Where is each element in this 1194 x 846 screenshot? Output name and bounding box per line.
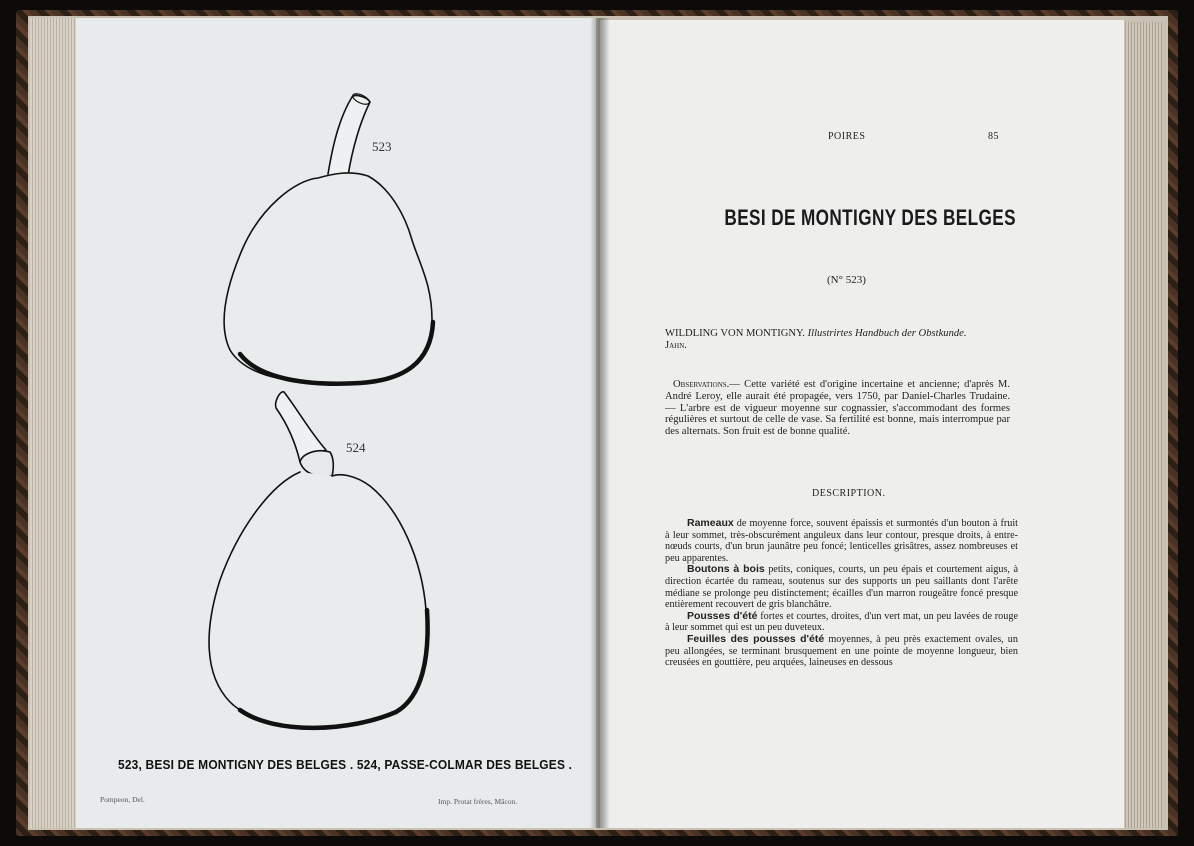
rameaux-text: de moyenne force, souvent épaissis et surmontés d'un bouton à fruit à leur sommet, très-obscurément anguleux dans leur contour, presque droits, à entre-nœuds courts, d'un brun jaunâtre peu foncé; lenticelles grisâtres, assez nombreuses et peu apparentes. (665, 518, 1018, 564)
printer-credit: Imp. Protat frères, Mâcon. (438, 797, 518, 806)
boutons-text: petits, coniques, courts, un peu épais et courtement aigus, à direction écartée du rameau, soutenus sur des supports un peu saillants dont l'arête médiane se prolonge peu distinctement; écailles d'un marron rougeâtre foncé presque entièrement recouvert de gris blanchâtre. (665, 564, 1018, 611)
synonym-name: WILDLING VON MONTIGNY. (665, 328, 805, 339)
pousses-text: fortes et courtes, droites, d'un vert mat, un peu lavées de rouge à leur sommet qui est un peu duveteux. (665, 610, 1018, 634)
running-head: POIRES (828, 131, 866, 142)
description-body (665, 518, 1018, 669)
boutons-paragraph (665, 564, 1018, 610)
book-gutter (590, 18, 610, 828)
variety-number-ref: (N° 523) (827, 274, 866, 286)
left-page-edges (30, 18, 78, 828)
rameaux-paragraph (665, 518, 1018, 564)
synonym-book-title: Illustrirtes Handbuch der Obstkunde. (807, 328, 967, 339)
observations-text: — Cette variété est d'origine incertaine et ancienne; d'après M. André Leroy, elle aurait été propagée, vers 1750, par Daniel-Charles Trudaine. — L'arbre est de vigueur moyenne sur cognassier, s'accommodant des formes régulières et surtout de celle de vase. Sa fertilité est bonne, mais interrompue par des alternats. Son fruit est de bonne qualité. (665, 379, 1010, 438)
pear-524-drawing (209, 392, 428, 728)
draftsman-credit: Pompeon, Del. (100, 795, 145, 804)
description-heading: DESCRIPTION. (812, 488, 886, 499)
page-number: 85 (988, 131, 999, 142)
figure-number-523: 523 (372, 139, 392, 154)
pousses-label: Pousses d'été (687, 609, 758, 622)
feuilles-text: moyennes, à peu près exactement ovales, un peu allongées, se terminant brusquement en une pointe de moyenne longueur, bien creusées en gouttière, peu arquées, laineuses en dessous (665, 633, 1018, 669)
right-page-edges (1120, 22, 1162, 828)
figure-number-524: 524 (346, 440, 366, 455)
synonym-entry (665, 328, 1010, 352)
rameaux-label: Rameaux (687, 517, 734, 529)
pear-523-drawing (224, 92, 433, 384)
observations-label: Observations. (673, 379, 730, 390)
pear-illustrations (200, 90, 460, 740)
plate-caption: 523, BESI DE MONTIGNY DES BELGES . 524, PASSE-COLMAR DES BELGES . (118, 757, 573, 772)
synonym-author: Jahn. (665, 339, 687, 351)
observations-paragraph (665, 379, 1010, 438)
feuilles-label: Feuilles des pousses d'été (687, 632, 825, 645)
boutons-label: Boutons à bois (687, 563, 765, 576)
variety-title: BESI DE MONTIGNY DES BELGES (724, 205, 1016, 230)
feuilles-paragraph (665, 634, 1018, 669)
pousses-paragraph (665, 611, 1018, 634)
